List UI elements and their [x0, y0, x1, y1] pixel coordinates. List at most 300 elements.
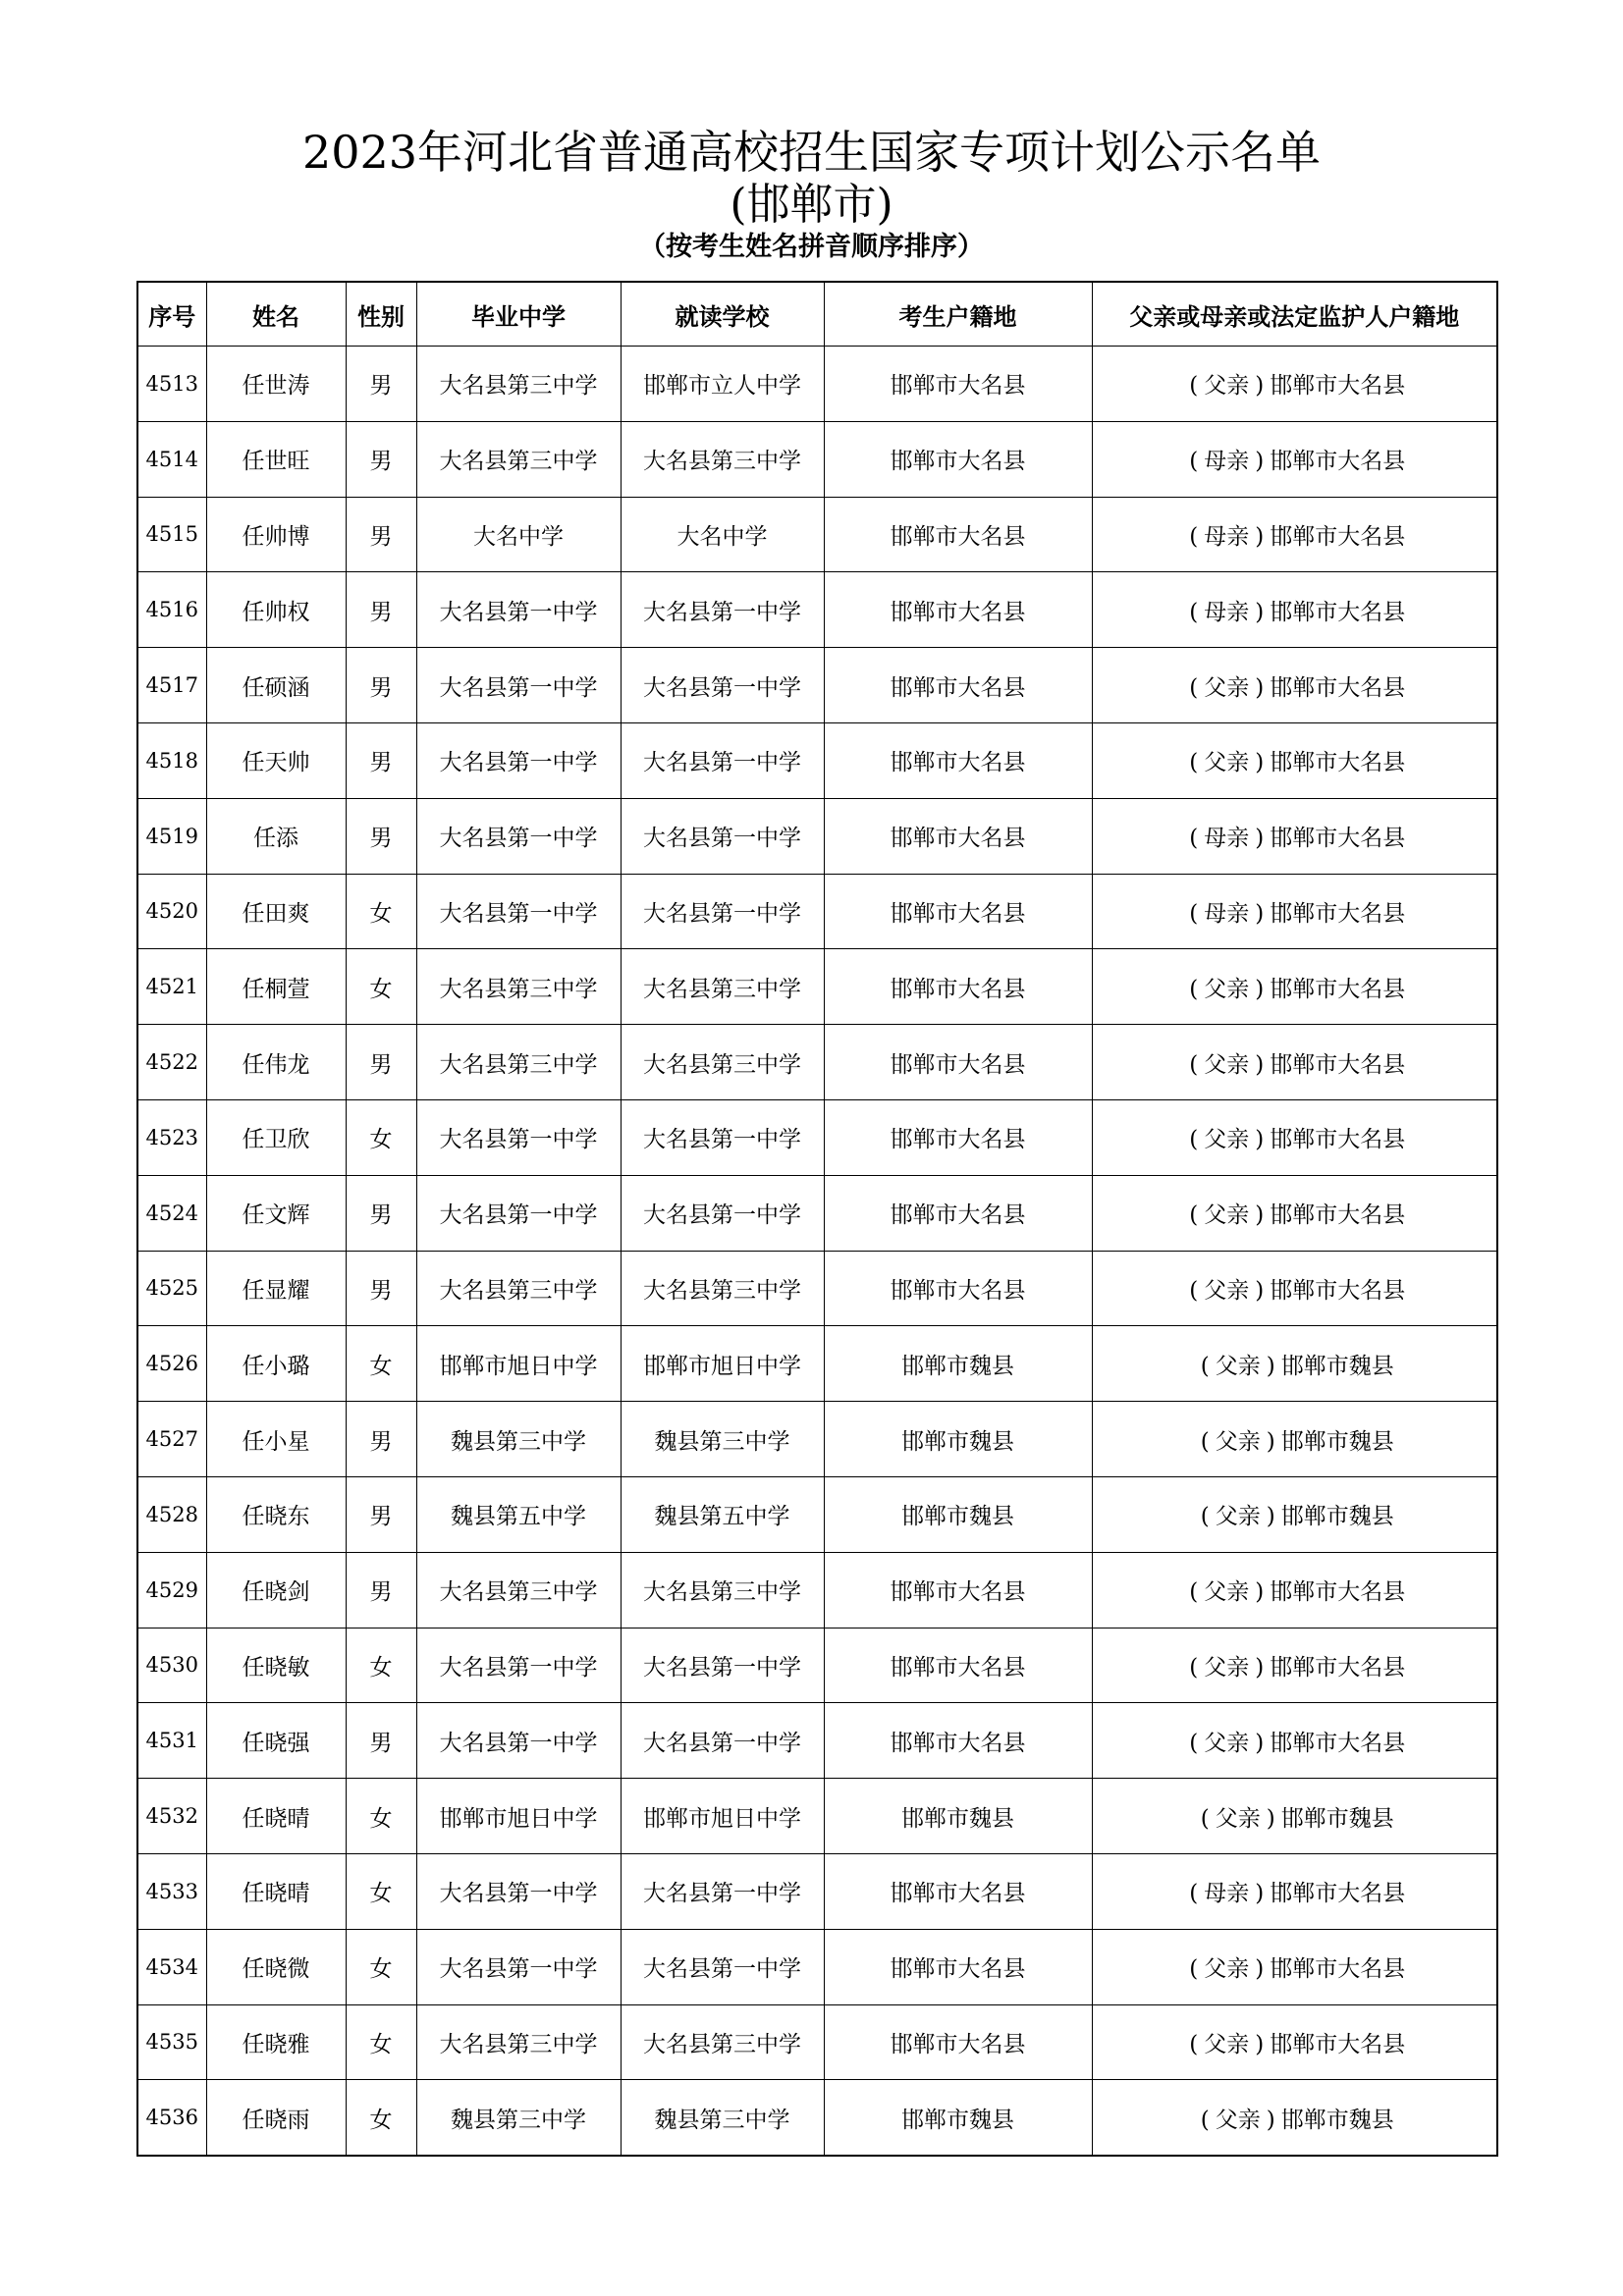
cell-grad-school: 大名县第一中学 — [416, 1929, 621, 2004]
cell-study-school: 魏县第三中学 — [621, 1402, 824, 1477]
cell-guardian-hukou — [1092, 648, 1497, 723]
open-paren: ( — [1189, 1654, 1199, 1681]
cell-gender: 男 — [346, 1025, 416, 1100]
cell-guardian-hukou — [1092, 1476, 1497, 1552]
open-paren: ( — [1189, 750, 1199, 776]
table-row — [137, 1402, 1497, 1477]
cell-grad-school: 大名县第三中学 — [416, 1552, 621, 1628]
close-paren: ) — [1255, 1579, 1265, 1606]
cell-grad-school: 大名县第一中学 — [416, 1703, 621, 1779]
cell-grad-school: 魏县第三中学 — [416, 1402, 621, 1477]
cell-guardian-hukou — [1092, 874, 1497, 949]
guardian-hukou: 邯郸市大名县 — [1270, 1051, 1406, 1078]
guardian-hukou: 邯郸市大名县 — [1270, 1127, 1406, 1153]
guardian-hukou: 邯郸市大名县 — [1270, 1277, 1406, 1304]
cell-study-school: 大名县第一中学 — [621, 648, 824, 723]
cell-name: 任帅权 — [206, 572, 346, 648]
cell-grad-school: 魏县第三中学 — [416, 2080, 621, 2156]
cell-study-school: 大名县第一中学 — [621, 1853, 824, 1929]
cell-guardian-hukou — [1092, 2080, 1497, 2156]
close-paren: ) — [1255, 523, 1265, 550]
cell-gender: 男 — [346, 347, 416, 422]
col-header-gender: 性别 — [346, 282, 416, 347]
open-paren: ( — [1200, 1504, 1210, 1530]
cell-guardian-hukou — [1092, 1552, 1497, 1628]
open-paren: ( — [1200, 1428, 1210, 1455]
cell-guardian-hukou — [1092, 1703, 1497, 1779]
cell-grad-school: 大名县第三中学 — [416, 2004, 621, 2080]
cell-study-school: 邯郸市旭日中学 — [621, 1779, 824, 1854]
cell-name: 任桐萱 — [206, 949, 346, 1025]
close-paren: ) — [1255, 674, 1265, 701]
table-row — [137, 1552, 1497, 1628]
table-row — [137, 874, 1497, 949]
guardian-hukou: 邯郸市大名县 — [1270, 674, 1406, 701]
cell-hukou: 邯郸市大名县 — [824, 1099, 1092, 1175]
guardian-relation: 父亲 — [1204, 1051, 1250, 1078]
cell-study-school: 大名县第三中学 — [621, 949, 824, 1025]
cell-hukou: 邯郸市大名县 — [824, 798, 1092, 874]
cell-name: 任小星 — [206, 1402, 346, 1477]
guardian-relation: 母亲 — [1204, 523, 1250, 550]
cell-name: 任添 — [206, 798, 346, 874]
cell-no: 4527 — [137, 1402, 206, 1477]
guardian-relation: 父亲 — [1204, 1127, 1250, 1153]
cell-gender: 男 — [346, 722, 416, 798]
cell-study-school: 大名县第三中学 — [621, 1251, 824, 1326]
guardian-hukou: 邯郸市大名县 — [1270, 523, 1406, 550]
cell-guardian-hukou — [1092, 1779, 1497, 1854]
guardian-relation: 父亲 — [1215, 1428, 1261, 1455]
cell-no: 4520 — [137, 874, 206, 949]
guardian-hukou: 邯郸市大名县 — [1270, 1730, 1406, 1756]
cell-no: 4532 — [137, 1779, 206, 1854]
table-row — [137, 347, 1497, 422]
cell-grad-school: 大名县第三中学 — [416, 1251, 621, 1326]
cell-study-school: 邯郸市立人中学 — [621, 347, 824, 422]
open-paren: ( — [1189, 1202, 1199, 1229]
cell-study-school: 魏县第三中学 — [621, 2080, 824, 2156]
guardian-relation: 母亲 — [1204, 1881, 1250, 1907]
close-paren: ) — [1255, 2031, 1265, 2057]
close-paren: ) — [1255, 1654, 1265, 1681]
cell-no: 4529 — [137, 1552, 206, 1628]
open-paren: ( — [1189, 1277, 1199, 1304]
cell-name: 任伟龙 — [206, 1025, 346, 1100]
close-paren: ) — [1255, 1051, 1265, 1078]
cell-study-school: 邯郸市旭日中学 — [621, 1326, 824, 1402]
cell-gender: 男 — [346, 1703, 416, 1779]
cell-no: 4530 — [137, 1628, 206, 1703]
guardian-hukou: 邯郸市大名县 — [1270, 750, 1406, 776]
document-title: 2023年河北省普通高校招生国家专项计划公示名单 — [301, 126, 1322, 179]
cell-grad-school: 魏县第五中学 — [416, 1476, 621, 1552]
cell-study-school: 大名县第一中学 — [621, 1099, 824, 1175]
cell-study-school: 大名县第三中学 — [621, 1025, 824, 1100]
guardian-hukou: 邯郸市大名县 — [1270, 599, 1406, 625]
guardian-hukou: 邯郸市大名县 — [1270, 1579, 1406, 1606]
cell-gender: 男 — [346, 1175, 416, 1251]
guardian-hukou: 邯郸市大名县 — [1270, 1202, 1406, 1229]
guardian-relation: 母亲 — [1204, 900, 1250, 927]
cell-name: 任晓敏 — [206, 1628, 346, 1703]
close-paren: ) — [1266, 1353, 1275, 1379]
close-paren: ) — [1255, 826, 1265, 852]
cell-hukou: 邯郸市大名县 — [824, 949, 1092, 1025]
cell-name: 任晓强 — [206, 1703, 346, 1779]
cell-gender: 女 — [346, 1779, 416, 1854]
guardian-relation: 父亲 — [1204, 1654, 1250, 1681]
cell-no: 4516 — [137, 572, 206, 648]
table-row — [137, 1251, 1497, 1326]
roster-body — [137, 347, 1497, 2157]
guardian-relation: 父亲 — [1204, 1730, 1250, 1756]
table-row — [137, 1929, 1497, 2004]
open-paren: ( — [1189, 1127, 1199, 1153]
close-paren: ) — [1255, 1277, 1265, 1304]
close-paren: ) — [1266, 1504, 1275, 1530]
cell-hukou: 邯郸市大名县 — [824, 421, 1092, 497]
cell-no: 4519 — [137, 798, 206, 874]
close-paren: ) — [1255, 900, 1265, 927]
open-paren: ( — [1189, 1730, 1199, 1756]
cell-gender: 女 — [346, 1628, 416, 1703]
cell-hukou: 邯郸市大名县 — [824, 648, 1092, 723]
open-paren: ( — [1189, 674, 1199, 701]
cell-study-school: 魏县第五中学 — [621, 1476, 824, 1552]
cell-name: 任晓东 — [206, 1476, 346, 1552]
guardian-hukou: 邯郸市大名县 — [1270, 826, 1406, 852]
cell-study-school: 大名县第一中学 — [621, 1703, 824, 1779]
guardian-relation: 父亲 — [1215, 1504, 1261, 1530]
cell-grad-school: 大名县第一中学 — [416, 572, 621, 648]
cell-guardian-hukou — [1092, 2004, 1497, 2080]
cell-name: 任晓晴 — [206, 1853, 346, 1929]
cell-study-school: 大名县第一中学 — [621, 1175, 824, 1251]
cell-guardian-hukou — [1092, 1025, 1497, 1100]
cell-hukou: 邯郸市大名县 — [824, 722, 1092, 798]
cell-name: 任天帅 — [206, 722, 346, 798]
cell-grad-school: 大名县第一中学 — [416, 722, 621, 798]
cell-name: 任世涛 — [206, 347, 346, 422]
cell-gender: 女 — [346, 1929, 416, 2004]
cell-hukou: 邯郸市魏县 — [824, 1476, 1092, 1552]
guardian-hukou: 邯郸市魏县 — [1280, 1353, 1394, 1379]
cell-guardian-hukou — [1092, 1175, 1497, 1251]
col-header-hukou: 考生户籍地 — [824, 282, 1092, 347]
cell-guardian-hukou — [1092, 1929, 1497, 2004]
cell-gender: 男 — [346, 798, 416, 874]
cell-name: 任晓晴 — [206, 1779, 346, 1854]
cell-guardian-hukou — [1092, 572, 1497, 648]
cell-name: 任硕涵 — [206, 648, 346, 723]
cell-name: 任帅博 — [206, 497, 346, 572]
guardian-hukou: 邯郸市大名县 — [1270, 373, 1406, 400]
cell-gender: 女 — [346, 2080, 416, 2156]
header-row — [137, 282, 1497, 347]
cell-guardian-hukou — [1092, 1628, 1497, 1703]
table-row — [137, 497, 1497, 572]
guardian-hukou: 邯郸市魏县 — [1280, 1504, 1394, 1530]
cell-grad-school: 大名县第一中学 — [416, 1175, 621, 1251]
cell-grad-school: 大名县第一中学 — [416, 874, 621, 949]
close-paren: ) — [1255, 750, 1265, 776]
cell-guardian-hukou — [1092, 798, 1497, 874]
cell-hukou: 邯郸市大名县 — [824, 1025, 1092, 1100]
cell-no: 4514 — [137, 421, 206, 497]
table-row — [137, 1326, 1497, 1402]
close-paren: ) — [1266, 1428, 1275, 1455]
cell-no: 4525 — [137, 1251, 206, 1326]
col-header-grad-school: 毕业中学 — [416, 282, 621, 347]
cell-guardian-hukou — [1092, 347, 1497, 422]
close-paren: ) — [1255, 1881, 1265, 1907]
cell-study-school: 大名县第三中学 — [621, 421, 824, 497]
cell-gender: 男 — [346, 1552, 416, 1628]
cell-gender: 男 — [346, 648, 416, 723]
cell-no: 4536 — [137, 2080, 206, 2156]
open-paren: ( — [1189, 826, 1199, 852]
cell-guardian-hukou — [1092, 949, 1497, 1025]
cell-hukou: 邯郸市大名县 — [824, 1175, 1092, 1251]
cell-no: 4515 — [137, 497, 206, 572]
cell-no: 4531 — [137, 1703, 206, 1779]
cell-grad-school: 大名县第一中学 — [416, 648, 621, 723]
guardian-relation: 父亲 — [1215, 1353, 1261, 1379]
cell-guardian-hukou — [1092, 1326, 1497, 1402]
cell-hukou: 邯郸市魏县 — [824, 1326, 1092, 1402]
cell-hukou: 邯郸市大名县 — [824, 874, 1092, 949]
cell-name: 任田爽 — [206, 874, 346, 949]
cell-grad-school: 大名县第一中学 — [416, 798, 621, 874]
cell-hukou: 邯郸市大名县 — [824, 347, 1092, 422]
cell-guardian-hukou — [1092, 1251, 1497, 1326]
cell-study-school: 大名县第一中学 — [621, 1628, 824, 1703]
cell-guardian-hukou — [1092, 421, 1497, 497]
guardian-hukou: 邯郸市魏县 — [1280, 1428, 1394, 1455]
cell-study-school: 大名县第一中学 — [621, 572, 824, 648]
cell-gender: 女 — [346, 1326, 416, 1402]
cell-no: 4521 — [137, 949, 206, 1025]
cell-study-school: 大名县第一中学 — [621, 722, 824, 798]
cell-guardian-hukou — [1092, 1402, 1497, 1477]
table-row — [137, 648, 1497, 723]
cell-grad-school: 大名县第一中学 — [416, 1628, 621, 1703]
cell-study-school: 大名县第一中学 — [621, 798, 824, 874]
open-paren: ( — [1200, 1353, 1210, 1379]
cell-guardian-hukou — [1092, 497, 1497, 572]
cell-gender: 女 — [346, 1853, 416, 1929]
roster-table — [136, 281, 1498, 2157]
cell-name: 任晓微 — [206, 1929, 346, 2004]
cell-study-school: 大名县第三中学 — [621, 2004, 824, 2080]
cell-grad-school: 大名县第三中学 — [416, 347, 621, 422]
cell-hukou: 邯郸市大名县 — [824, 1628, 1092, 1703]
cell-grad-school: 大名县第三中学 — [416, 949, 621, 1025]
open-paren: ( — [1200, 1805, 1210, 1832]
cell-grad-school: 大名县第三中学 — [416, 421, 621, 497]
table-row — [137, 1703, 1497, 1779]
cell-study-school: 大名县第三中学 — [621, 1552, 824, 1628]
close-paren: ) — [1255, 1730, 1265, 1756]
cell-name: 任文辉 — [206, 1175, 346, 1251]
open-paren: ( — [1189, 599, 1199, 625]
cell-gender: 男 — [346, 497, 416, 572]
close-paren: ) — [1255, 1127, 1265, 1153]
close-paren: ) — [1255, 373, 1265, 400]
guardian-relation: 父亲 — [1204, 1202, 1250, 1229]
guardian-relation: 父亲 — [1215, 1805, 1261, 1832]
open-paren: ( — [1189, 449, 1199, 475]
guardian-hukou: 邯郸市大名县 — [1270, 1881, 1406, 1907]
table-row — [137, 1099, 1497, 1175]
table-row — [137, 798, 1497, 874]
table-row — [137, 1476, 1497, 1552]
cell-hukou: 邯郸市大名县 — [824, 497, 1092, 572]
cell-guardian-hukou — [1092, 722, 1497, 798]
guardian-relation: 父亲 — [1204, 976, 1250, 1002]
open-paren: ( — [1189, 1579, 1199, 1606]
col-header-guardian-hukou: 父亲或母亲或法定监护人户籍地 — [1092, 282, 1497, 347]
open-paren: ( — [1189, 373, 1199, 400]
cell-no: 4534 — [137, 1929, 206, 2004]
cell-no: 4523 — [137, 1099, 206, 1175]
guardian-hukou: 邯郸市魏县 — [1280, 1805, 1394, 1832]
guardian-relation: 父亲 — [1204, 2031, 1250, 2057]
cell-hukou: 邯郸市魏县 — [824, 1779, 1092, 1854]
cell-name: 任小璐 — [206, 1326, 346, 1402]
open-paren: ( — [1189, 2031, 1199, 2057]
guardian-relation: 父亲 — [1215, 2107, 1261, 2133]
col-header-name: 姓名 — [206, 282, 346, 347]
open-paren: ( — [1189, 976, 1199, 1002]
open-paren: ( — [1189, 1051, 1199, 1078]
cell-no: 4518 — [137, 722, 206, 798]
cell-name: 任世旺 — [206, 421, 346, 497]
close-paren: ) — [1255, 1956, 1265, 1983]
cell-gender: 女 — [346, 949, 416, 1025]
guardian-hukou: 邯郸市大名县 — [1270, 1956, 1406, 1983]
close-paren: ) — [1255, 1202, 1265, 1229]
cell-study-school: 大名县第一中学 — [621, 1929, 824, 2004]
cell-gender: 男 — [346, 1402, 416, 1477]
guardian-relation: 父亲 — [1204, 373, 1250, 400]
col-header-no: 序号 — [137, 282, 206, 347]
cell-name: 任晓雅 — [206, 2004, 346, 2080]
document-subtitle: (邯郸市) — [730, 180, 893, 230]
guardian-relation: 母亲 — [1204, 449, 1250, 475]
cell-grad-school: 大名县第一中学 — [416, 1099, 621, 1175]
close-paren: ) — [1266, 2107, 1275, 2133]
col-header-study-school: 就读学校 — [621, 282, 824, 347]
cell-name: 任晓剑 — [206, 1552, 346, 1628]
cell-hukou: 邯郸市大名县 — [824, 1251, 1092, 1326]
close-paren: ) — [1255, 599, 1265, 625]
open-paren: ( — [1189, 900, 1199, 927]
table-row — [137, 2080, 1497, 2156]
guardian-relation: 父亲 — [1204, 674, 1250, 701]
cell-no: 4513 — [137, 347, 206, 422]
cell-hukou: 邯郸市大名县 — [824, 1703, 1092, 1779]
cell-study-school: 大名中学 — [621, 497, 824, 572]
table-row — [137, 572, 1497, 648]
table-row — [137, 1853, 1497, 1929]
cell-gender: 男 — [346, 1476, 416, 1552]
cell-no: 4526 — [137, 1326, 206, 1402]
cell-hukou: 邯郸市大名县 — [824, 1929, 1092, 2004]
open-paren: ( — [1189, 1881, 1199, 1907]
guardian-relation: 父亲 — [1204, 1579, 1250, 1606]
cell-no: 4522 — [137, 1025, 206, 1100]
cell-no: 4535 — [137, 2004, 206, 2080]
sort-note: （按考生姓名拼音顺序排序） — [639, 232, 984, 262]
open-paren: ( — [1189, 1956, 1199, 1983]
table-row — [137, 1025, 1497, 1100]
cell-grad-school: 大名中学 — [416, 497, 621, 572]
cell-hukou: 邯郸市魏县 — [824, 2080, 1092, 2156]
close-paren: ) — [1255, 976, 1265, 1002]
cell-gender: 男 — [346, 572, 416, 648]
table-row — [137, 1175, 1497, 1251]
guardian-relation: 母亲 — [1204, 826, 1250, 852]
cell-gender: 男 — [346, 1251, 416, 1326]
guardian-relation: 父亲 — [1204, 750, 1250, 776]
cell-grad-school: 邯郸市旭日中学 — [416, 1779, 621, 1854]
cell-hukou: 邯郸市大名县 — [824, 572, 1092, 648]
table-row — [137, 949, 1497, 1025]
table-row — [137, 1779, 1497, 1854]
open-paren: ( — [1189, 523, 1199, 550]
cell-hukou: 邯郸市大名县 — [824, 1853, 1092, 1929]
table-row — [137, 2004, 1497, 2080]
cell-guardian-hukou — [1092, 1099, 1497, 1175]
cell-name: 任卫欣 — [206, 1099, 346, 1175]
table-row — [137, 421, 1497, 497]
cell-grad-school: 邯郸市旭日中学 — [416, 1326, 621, 1402]
close-paren: ) — [1255, 449, 1265, 475]
cell-study-school: 大名县第一中学 — [621, 874, 824, 949]
guardian-hukou: 邯郸市大名县 — [1270, 1654, 1406, 1681]
cell-gender: 女 — [346, 2004, 416, 2080]
cell-grad-school: 大名县第一中学 — [416, 1853, 621, 1929]
guardian-relation: 父亲 — [1204, 1956, 1250, 1983]
table-row — [137, 1628, 1497, 1703]
cell-gender: 女 — [346, 874, 416, 949]
close-paren: ) — [1266, 1805, 1275, 1832]
cell-gender: 男 — [346, 421, 416, 497]
guardian-hukou: 邯郸市大名县 — [1270, 976, 1406, 1002]
cell-gender: 女 — [346, 1099, 416, 1175]
cell-name: 任晓雨 — [206, 2080, 346, 2156]
guardian-relation: 父亲 — [1204, 1277, 1250, 1304]
cell-hukou: 邯郸市大名县 — [824, 2004, 1092, 2080]
guardian-hukou: 邯郸市魏县 — [1280, 2107, 1394, 2133]
guardian-hukou: 邯郸市大名县 — [1270, 449, 1406, 475]
cell-name: 任显耀 — [206, 1251, 346, 1326]
guardian-hukou: 邯郸市大名县 — [1270, 2031, 1406, 2057]
guardian-hukou: 邯郸市大名县 — [1270, 900, 1406, 927]
open-paren: ( — [1200, 2107, 1210, 2133]
cell-grad-school: 大名县第三中学 — [416, 1025, 621, 1100]
cell-hukou: 邯郸市大名县 — [824, 1552, 1092, 1628]
cell-no: 4524 — [137, 1175, 206, 1251]
cell-no: 4528 — [137, 1476, 206, 1552]
cell-no: 4517 — [137, 648, 206, 723]
table-row — [137, 722, 1497, 798]
guardian-relation: 母亲 — [1204, 599, 1250, 625]
cell-guardian-hukou — [1092, 1853, 1497, 1929]
cell-hukou: 邯郸市魏县 — [824, 1402, 1092, 1477]
